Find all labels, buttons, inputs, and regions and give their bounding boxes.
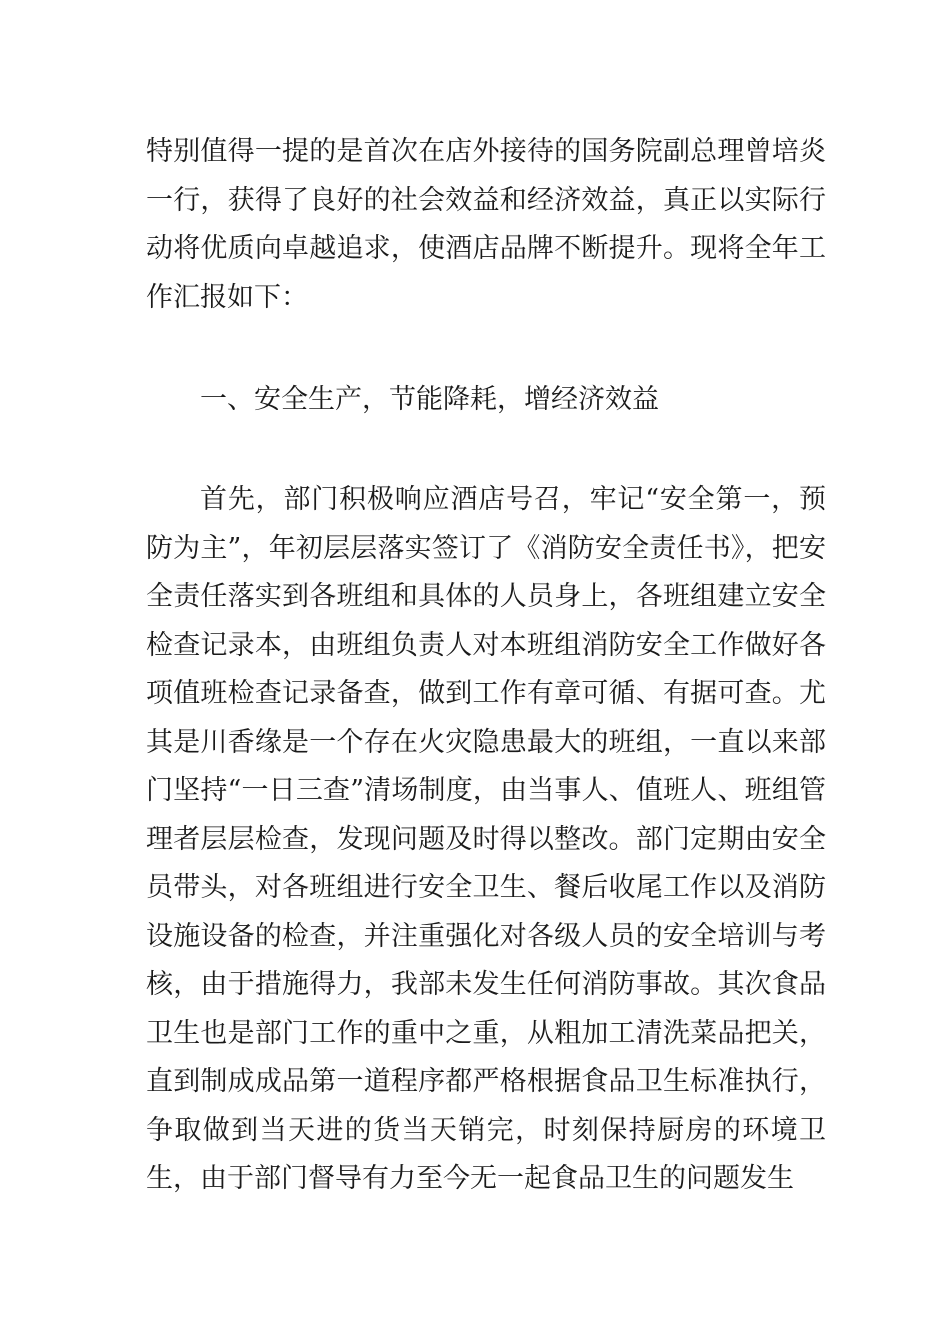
section-heading: 一、安全生产，节能降耗，增经济效益 — [200, 384, 659, 415]
safety-paragraph: 首先，部门积极响应酒店号召，牢记“安全第一，预防为主”，年初层层落实签订了《消防安全责任书》，把安全责任落实到各班组和具体的人员身上，各班组建立安全检查记录本，由班组负责人对本班组消防安全工作做好各项值班检查记录备查，做到工作有章可循、有据可查。尤其是川香缘是一个存在火灾隐患最大的班组，一直以来部门坚持“一日三查”清场制度，由当事人、值班人、班组管理者层层检查，发现问题及时得以整改。部门定期由安全员带头，对各班组进行安全卫生、餐后收尾工作以及消防设施设备的检查，并注重强化对各级人员的安全培训与考核，由于措施得力，我部未发生任何消防事故。其次食品卫生也是部门工作的重中之重，从粗加工清洗菜品把关，直到制成成品第一道程序都严格根据食品卫生标准执行，争取做到当天进的货当天销完，时刻保持厨房的环境卫生，由于部门督导有力至今无一起食品卫生的问题发生 — [146, 484, 826, 1194]
intro-paragraph: 特别值得一提的是首次在店外接待的国务院副总理曾培炎一行，获得了良好的社会效益和经济效益，真正以实际行动将优质向卓越追求，使酒店品牌不断提升。现将全年工作汇报如下： — [146, 136, 826, 313]
